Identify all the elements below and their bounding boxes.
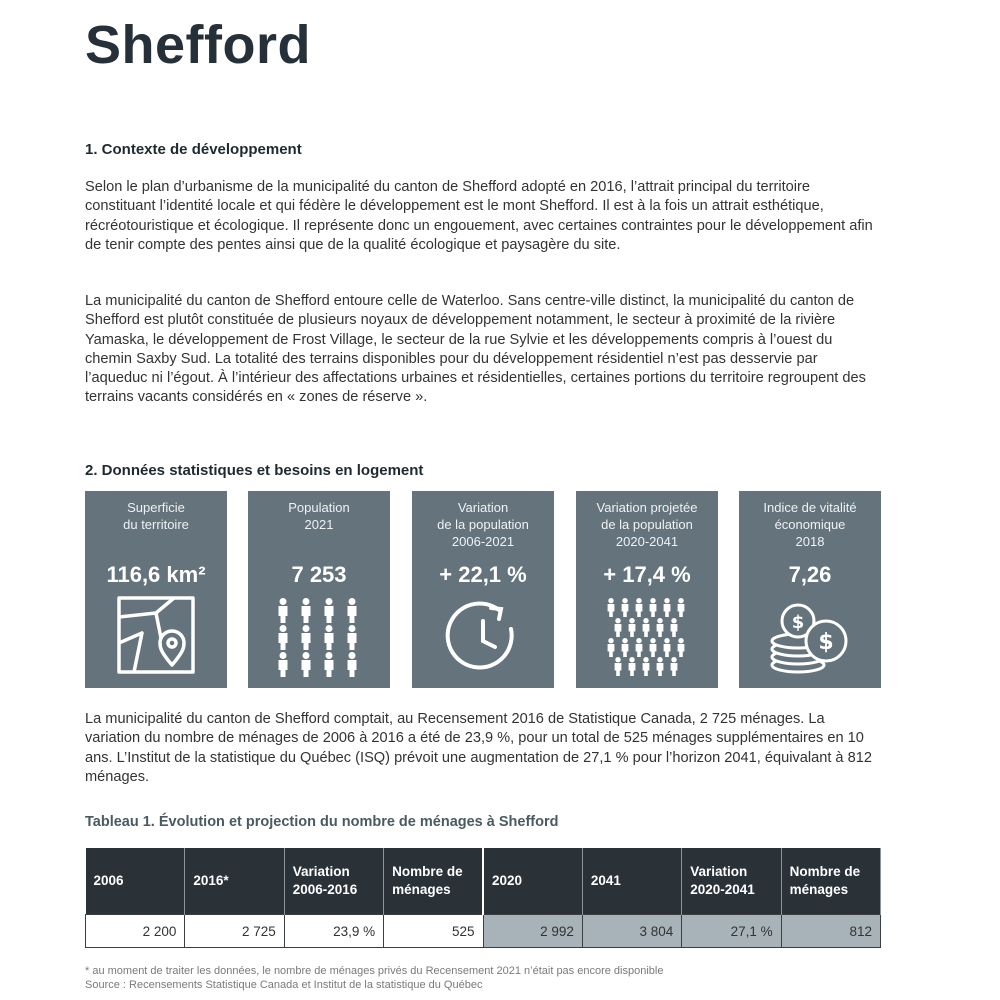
statistics-cards bbox=[85, 491, 881, 688]
table-cell: 525 bbox=[384, 915, 483, 948]
stat-label-area: Superficie du territoire bbox=[123, 500, 189, 532]
table-cell: 2 725 bbox=[185, 915, 284, 948]
clock-arrow-icon bbox=[445, 599, 521, 680]
table-cell-projection: 812 bbox=[781, 915, 880, 948]
households-table bbox=[85, 848, 881, 948]
stat-label-economic-vitality: Indice de vitalité économique 2018 bbox=[763, 500, 857, 549]
stat-value-projected-variation: + 17,4 % bbox=[603, 562, 691, 587]
table-header-cell: 2016* bbox=[185, 848, 284, 915]
crowd-icon bbox=[605, 597, 689, 682]
footnotes bbox=[85, 964, 663, 992]
stat-label-projected-variation: Variation projetée de la population 2020-2041 bbox=[596, 500, 698, 549]
stat-label-population-variation: Variation de la population 2006-2021 bbox=[437, 500, 529, 549]
table-cell: 23,9 % bbox=[284, 915, 383, 948]
stat-card-population bbox=[248, 491, 390, 688]
context-paragraph-1: Selon le plan d’urbanisme de la municipalité du canton de Shefford adopté en 2016, l’attrait principal du territoire constituant l’identité locale et qui fédère le développement est le mont Shefford. Il est à la fois un attrait esthétique, récréotouristique et écologique. Il représente donc un engouement, avec certaines contraintes pour le développement afin de tenir compte des pentes ainsi que de la qualité écologique et paysagère du site. bbox=[85, 179, 873, 253]
section-heading-statistics: 2. Données statistiques et besoins en logement bbox=[85, 462, 424, 479]
stat-card-projected-variation bbox=[576, 491, 718, 688]
footnote-census: * au moment de traiter les données, le nombre de ménages privés du Recensement 2021 n’était pas encore disponible bbox=[85, 965, 664, 977]
table-header-cell: Nombre de ménages bbox=[384, 848, 483, 915]
stat-card-population-variation bbox=[412, 491, 554, 688]
table-header-cell: Variation 2020-2041 bbox=[682, 848, 781, 915]
coins-icon bbox=[768, 601, 852, 680]
map-pin-icon bbox=[116, 595, 196, 680]
stat-value-population-variation: + 22,1 % bbox=[439, 562, 527, 587]
context-paragraph-2: La municipalité du canton de Shefford entoure celle de Waterloo. Sans centre-ville distinct, la municipalité du canton de Shefford est plutôt constituée de plusieurs noyaux de développement notamment, le secteur à proximité de la rivière Yamaska, le développement de Frost Village, le secteur de la rue Sylvie et les développements compris à l’ouest du chemin Saxby Sud. La totalité des terrains disponibles pour du développement résidentiel n’est pas desservie par l’aqueduc ni l’égout. À l’intérieur des affectations urbaines et résidentielles, certaines portions du territoire regroupent des terrains vacants considérés en « zones de réserve ». bbox=[85, 293, 866, 406]
table-header-row bbox=[86, 848, 881, 915]
stat-value-population: 7 253 bbox=[291, 562, 347, 587]
table-cell-projection: 2 992 bbox=[483, 915, 582, 948]
page-title: Shefford bbox=[85, 15, 311, 75]
table-header-cell: 2041 bbox=[582, 848, 681, 915]
table-cell: 2 200 bbox=[86, 915, 185, 948]
stat-card-area bbox=[85, 491, 227, 688]
table-header-cell: Nombre de ménages bbox=[781, 848, 880, 915]
svg-text:$: $ bbox=[791, 612, 805, 633]
section-heading-context: 1. Contexte de développement bbox=[85, 141, 302, 158]
footnote-source: Source : Recensements Statistique Canada et Institut de la statistique du Québec bbox=[85, 979, 483, 991]
households-paragraph: La municipalité du canton de Shefford comptait, au Recensement 2016 de Statistique Canada, 2 725 ménages. La variation du nombre de ménages de 2006 à 2016 a été de 23,9 %, pour un total de 525 ménages supplémentaires en 10 ans. L’Institut de la statistique du Québec (ISQ) prévoit une augmentation de 27,1 % pour l’horizon 2041, équivalant à 812 ménages. bbox=[85, 711, 872, 785]
table-cell-projection: 3 804 bbox=[582, 915, 681, 948]
table-header-cell: 2006 bbox=[86, 848, 185, 915]
people-icon bbox=[277, 597, 361, 684]
table-row bbox=[86, 915, 881, 948]
table-caption: Tableau 1. Évolution et projection du nombre de ménages à Shefford bbox=[85, 814, 559, 830]
stat-value-area: 116,6 km² bbox=[106, 562, 206, 587]
svg-text:$: $ bbox=[818, 630, 834, 655]
table-header-cell: 2020 bbox=[483, 848, 582, 915]
table-cell-projection: 27,1 % bbox=[682, 915, 781, 948]
stat-value-economic-vitality: 7,26 bbox=[788, 562, 832, 587]
stat-label-population: Population 2021 bbox=[288, 500, 350, 532]
table-header-cell: Variation 2006-2016 bbox=[284, 848, 383, 915]
stat-card-economic-vitality bbox=[739, 491, 881, 688]
